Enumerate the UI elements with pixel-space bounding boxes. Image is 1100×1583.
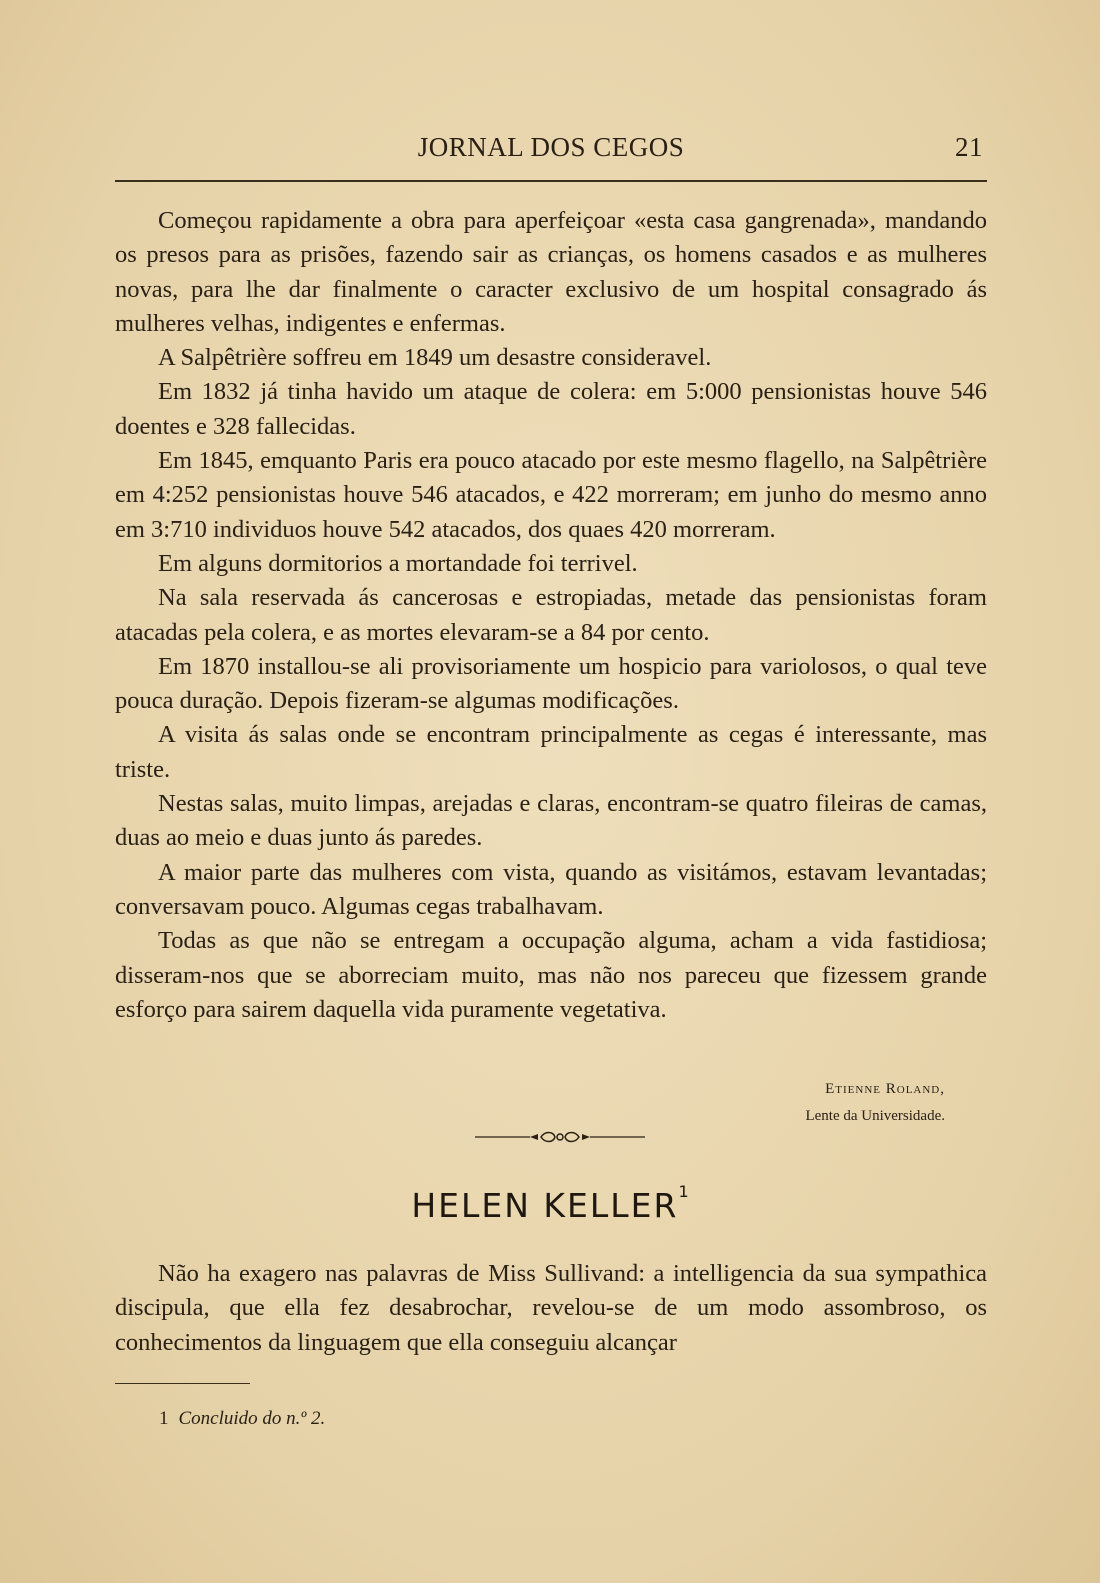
journal-title: JORNAL DOS CEGOS [417, 132, 685, 162]
paragraph: A maior parte das mulheres com vista, quando as visitámos, estavam levantadas; conversavam pouco. Algumas cegas trabalhavam. [115, 858, 987, 920]
section-body [115, 1257, 987, 1360]
paragraph: Em 1845, emquanto Paris era pouco atacado por este mesmo flagello, na Salpêtrière em 4:252 pensionistas houve 546 atacados, e 422 morreram; em junho do mesmo anno em 3:710 individuos houve 542 atacados, dos quaes 420 morreram. [115, 447, 987, 543]
article-body [115, 204, 987, 1027]
paragraph: Em 1832 já tinha havido um ataque de colera: em 5:000 pensionistas houve 546 doentes e 328 fallecidas. [115, 378, 987, 440]
author-name: Etienne Roland, [825, 1081, 945, 1097]
section-title: HELEN KELLER [411, 1186, 679, 1225]
paragraph: Na sala reservada ás cancerosas e estropiadas, metade das pensionistas foram atacadas pela colera, e as mortes elevaram-se a 84 por cento. [115, 584, 987, 646]
paragraph: Não ha exagero nas palavras de Miss Sullivand: a intelligencia da sua sympathica discipula, que ella fez desabrochar, revelou-se de um modo assombroso, os conhecimentos da linguagem que ella conseguiu alcançar [115, 1260, 987, 1356]
paragraph: A Salpêtrière soffreu em 1849 um desastre consideravel. [158, 344, 712, 372]
ornament-divider-icon [475, 1130, 645, 1144]
header-rule [115, 180, 987, 182]
footnote [159, 1408, 325, 1430]
paragraph: A visita ás salas onde se encontram principalmente as cegas é interessante, mas triste. [115, 721, 987, 783]
section-heading [115, 1182, 987, 1225]
paragraph: Nestas salas, muito limpas, arejadas e claras, encontram-se quatro fileiras de camas, duas ao meio e duas junto ás paredes. [115, 790, 987, 852]
paragraph: Em 1870 installou-se ali provisoriamente um hospicio para variolosos, o qual teve pouca duração. Depois fizeram-se algumas modificações. [115, 652, 987, 715]
paragraph: Começou rapidamente a obra para aperfeiçoar «esta casa gangrenada», mandando os presos para as prisões, fazendo sair as crianças, os homens casados e as mulheres novas, para lhe dar finalmente o caracter exclusivo de um hospital consagrado ás mulheres velhas, indigentes e enfermas. [115, 207, 987, 337]
paragraph: Todas as que não se entregam a occupação alguma, acham a vida fastidiosa; disseram-nos que se aborreciam muito, mas não nos pareceu que fizessem grande esforço para sairem daquella vida puramente vegetativa. [115, 927, 987, 1023]
footnote-rule [115, 1383, 250, 1384]
footnote-marker[interactable]: 1 [678, 1182, 691, 1201]
author-signature [805, 1076, 945, 1130]
running-header [115, 128, 987, 168]
document-page [115, 0, 987, 1583]
paragraph: Em alguns dormitorios a mortandade foi terrivel. [158, 549, 638, 577]
page-number: 21 [955, 132, 983, 162]
author-role: Lente da Universidade. [805, 1108, 945, 1124]
footnote-number: 1 [159, 1408, 169, 1429]
footnote-text: Concluido do n.º 2. [178, 1408, 326, 1429]
